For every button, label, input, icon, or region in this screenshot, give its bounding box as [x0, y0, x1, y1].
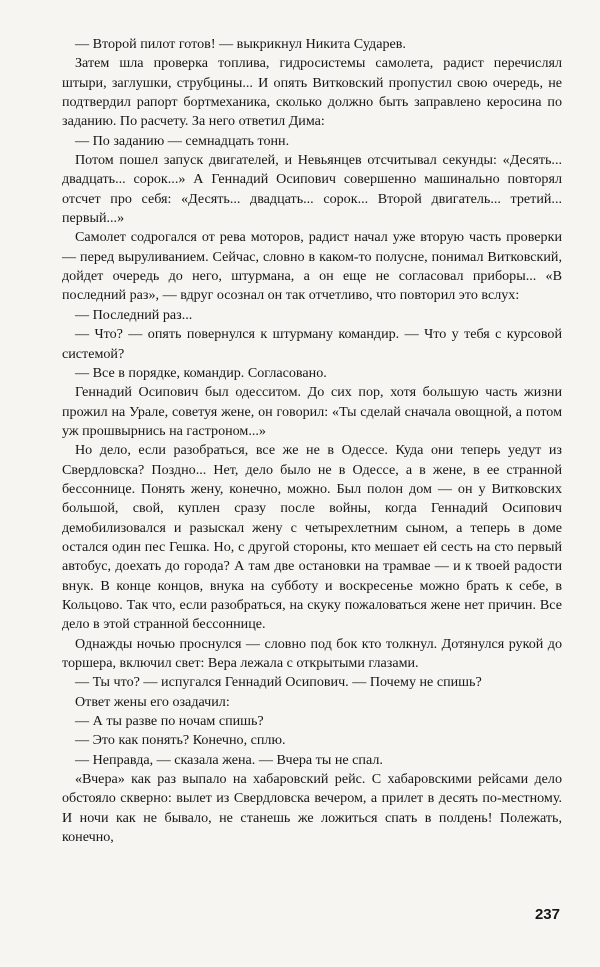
paragraph: — А ты разве по ночам спишь?	[75, 713, 264, 730]
paragraph: — Последний раз...	[75, 306, 193, 323]
paragraph: — Все в порядке, командир. Согласовано.	[75, 364, 327, 381]
paragraph: — Неправда, — сказала жена. — Вчера ты не спал.	[75, 751, 383, 768]
paragraph: Затем шла проверка топлива, гидросистемы самолета, радист перечислял штыри, заглушки, струбцины... И опять Витковский пропустил свою очередь, не подтвердил рапорт бортмеханика, сколько должно быть заправлено керосина по заданию. По расчету. За него ответил Дима:	[62, 55, 562, 130]
paragraph: — Это как понять? Конечно, сплю.	[75, 732, 286, 749]
paragraph: Самолет содрогался от рева моторов, радист начал уже вторую часть проверки — перед выруливанием. Сейчас, словно в каком-то полусне, понимал Витковский, дойдет очередь до него, штурмана, а он еще не согласовал приборы... «В последний раз», — вдруг осознал он так отчетливо, что повторил это вслух:	[62, 229, 562, 304]
paragraph: — По заданию — семнадцать тонн.	[75, 132, 290, 149]
paragraph: Потом пошел запуск двигателей, и Невьянцев отсчитывал секунды: «Десять... двадцать... сорок...» А Геннадий Осипович совершенно машинально повторял отсчет про себя: «Десять... двадцать... сорок... Второй двигатель... третий... первый...»	[62, 152, 562, 227]
body-text	[62, 35, 562, 847]
page-number: 237	[534, 906, 560, 923]
paragraph: — Второй пилот готов! — выкрикнул Никита Сударев.	[75, 36, 406, 52]
paragraph: Однажды ночью проснулся — словно под бок кто толкнул. Дотянулся рукой до торшера, включил свет: Вера лежала с открытыми глазами.	[62, 635, 562, 671]
paragraph: — Ты что? — испугался Геннадий Осипович. — Почему не спишь?	[75, 674, 482, 691]
paragraph: Геннадий Осипович был одесситом. До сих пор, хотя большую часть жизни прожил на Урале, советуя жене, он говорил: «Ты сделай сначала овощной, а потом уж прошвырнись на гастроном...»	[62, 384, 562, 439]
paragraph: — Что? — опять повернулся к штурману командир. — Что у тебя с курсовой системой?	[62, 326, 562, 362]
paragraph: Но дело, если разобраться, все же не в Одессе. Куда они теперь уедут из Свердловска? Поздно... Нет, дело было не в Одессе, а в жене, в ее странной бессоннице. Понять жену, конечно, можно. Был полон дом — он у Витковских большой, свой, куплен сразу после войны, когда Геннадий Осипович демобилизовался и разыскал жену с четырехлетним сыном, а теперь в доме остался один пес Гешка. Но, с другой стороны, кто мешает ей сесть на сто первый автобус, доехать до города? А там две остановки на трамвае — и к твоей радости внук. В конце концов, внука на субботу и воскресенье можно брать к себе, в Кольцово. Так что, если разобраться, на скуку пожаловаться жене нет причин. Все дело в этой странной бессоннице.	[62, 442, 562, 633]
paragraph: Ответ жены его озадачил:	[75, 693, 230, 710]
paragraph: «Вчера» как раз выпало на хабаровский рейс. С хабаровскими рейсами дело обстояло скверно: вылет из Свердловска вечером, а прилет в десять по-местному. И ночи как не бывало, не станешь же ложиться спать в полдень! Полежать, конечно,	[62, 771, 562, 846]
